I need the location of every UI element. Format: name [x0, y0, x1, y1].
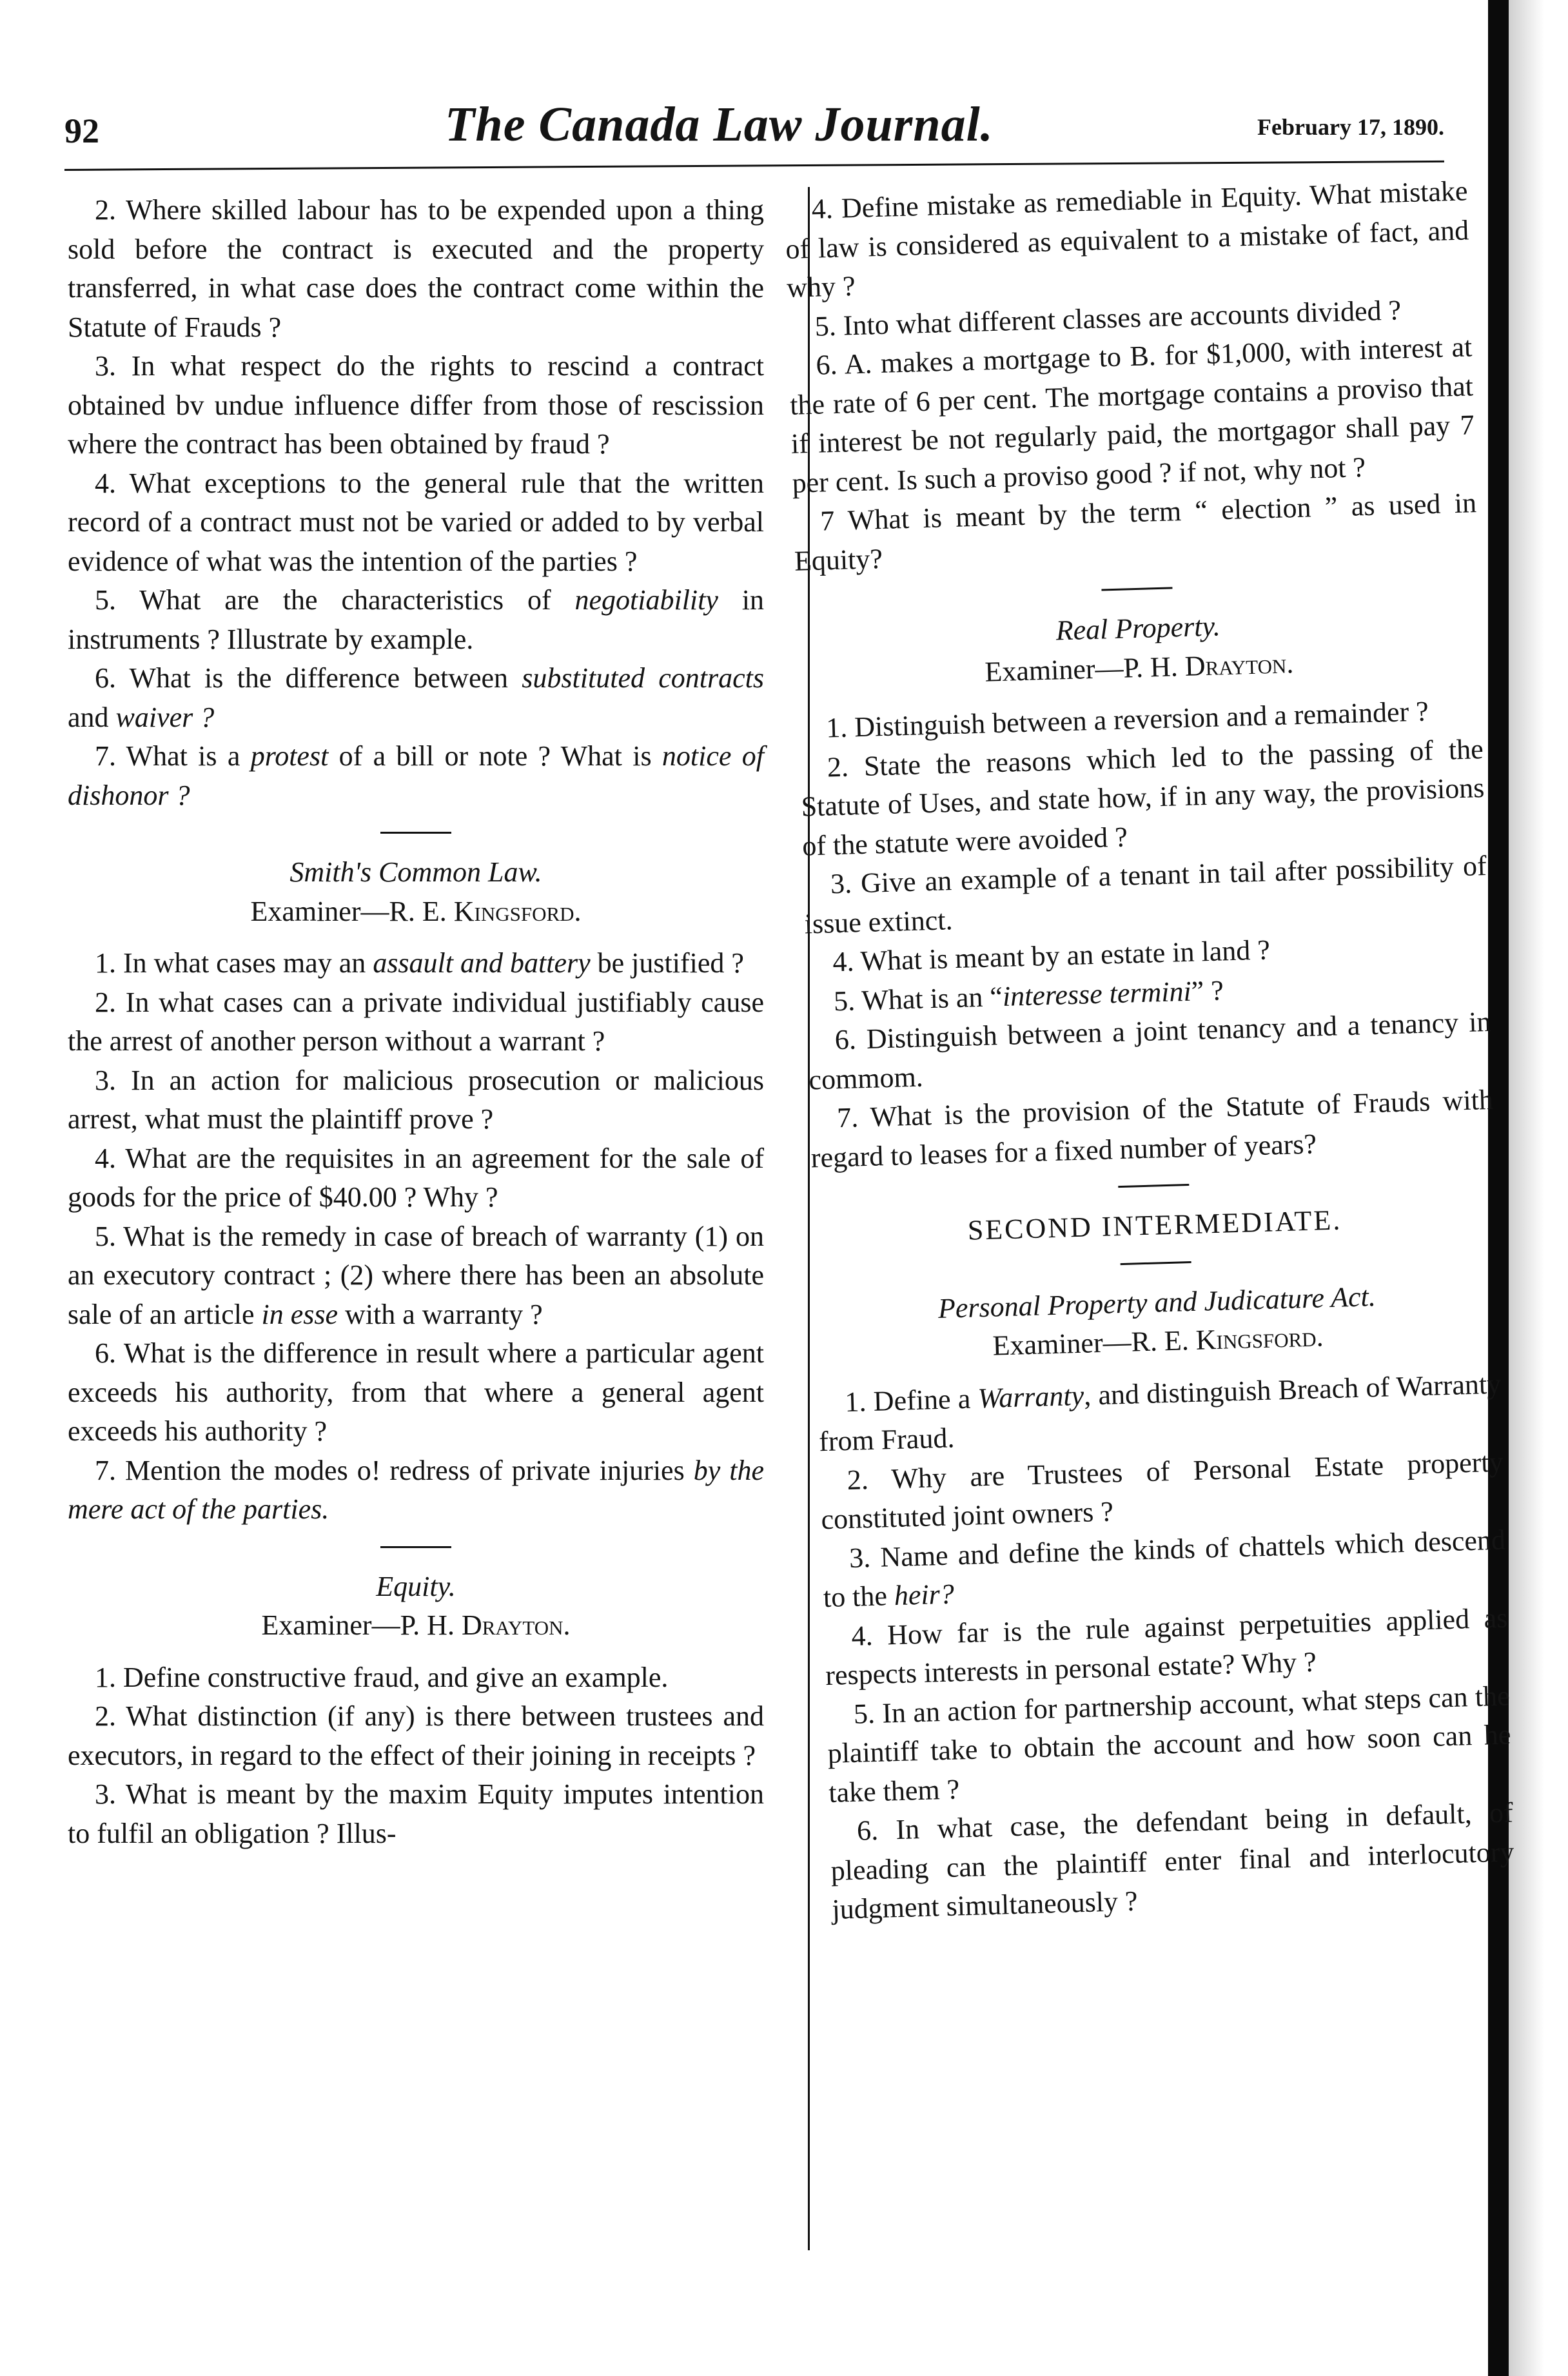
section-divider: [380, 832, 451, 834]
question-item: 7. What is the provision of the Statute of Frauds with regard to leases for a fixed number of years?: [810, 1083, 1494, 1173]
right-column: [784, 172, 1516, 1929]
question-item: 2. In what cases can a private individual justifiably cause the arrest of another person without a warrant ?: [68, 986, 764, 1057]
section-divider: [1118, 1184, 1189, 1188]
question-item: 5. What are the characteristics of negotiability in instruments ? Illustrate by example.: [68, 584, 764, 655]
question-item: 4. How far is the rule against perpetuities applied as respects interests in personal estate? Why ?: [825, 1602, 1508, 1692]
question-item: 6. A. makes a mortgage to B. for $1,000, with interest at the rate of 6 per cent. The mortgage contains a proviso that if interest be not regularly paid, the mortgagor shall pay 7 per cent. Is such a proviso good ? if not, why not ?: [789, 331, 1475, 499]
question-item: 5. What is an “interesse termini” ?: [833, 974, 1224, 1017]
section-title: Real Property.: [1055, 610, 1221, 647]
left-column: [68, 191, 764, 1853]
page-number: 92: [64, 112, 99, 150]
question-item: 5. In an action for partnership account, what steps can the plaintiff take to obtain the account and how soon can he take them ?: [827, 1679, 1511, 1809]
examiner-line: Examiner—R. E. Kingsford.: [250, 895, 582, 927]
question-item: 7. Mention the modes o! redress of private injuries by the mere act of the parties.: [68, 1454, 764, 1525]
question-item: 6. Distinguish between a joint tenancy and a tenancy in commom.: [808, 1005, 1492, 1095]
question-item: 3. Give an example of a tenant in tail after possibility of issue extinct.: [804, 849, 1487, 940]
question-item: 5. What is the remedy in case of breach of warranty (1) on an executory contract ; (2) where there has been an absolute sale of an article in esse with a warranty ?: [68, 1220, 764, 1330]
question-item: 6. In what case, the defendant being in default, of pleading can the plaintiff enter final and interlocutory judgment simultaneously ?: [830, 1796, 1515, 1925]
question-item: 3. In an action for malicious prosecution or malicious arrest, what must the plaintiff prove ?: [68, 1064, 764, 1135]
section-divider: [1121, 1261, 1191, 1265]
question-item: 4. Define mistake as remediable in Equity. What mistake of law is considered as equivalent to a mistake of fact, and why ?: [785, 175, 1469, 304]
question-item: 7 What is meant by the term “ election ” as used in Equity?: [794, 487, 1477, 577]
scan-margin: [1509, 0, 1568, 2376]
question-item: 1. Distinguish between a reversion and a remainder ?: [825, 695, 1429, 744]
question-item: 6. What is the difference between substituted contracts and waiver ?: [68, 662, 764, 733]
page-header: [64, 90, 1444, 161]
question-item: 1. In what cases may an assault and battery be justified ?: [95, 947, 744, 979]
question-item: 6. What is the difference in result where a particular agent exceeds his authority, from that where a general agent exceeds his authority ?: [68, 1337, 764, 1447]
major-heading: SECOND INTERMEDIATE.: [967, 1204, 1342, 1246]
question-item: 7. What is a protest of a bill or note ? What is notice of dishonor ?: [68, 740, 764, 811]
question-item: 3. What is meant by the maxim Equity imputes intention to fulfil an obligation ? Illus-: [68, 1778, 764, 1849]
issue-date: February 17, 1890.: [1257, 114, 1444, 140]
question-item: 5. Into what different classes are accounts divided ?: [814, 293, 1402, 342]
examiner-line: Examiner—R. E. Kingsford.: [992, 1321, 1324, 1362]
question-item: 3. In what respect do the rights to rescind a contract obtained bv undue influence differ from those of rescission where the contract has been obtained by fraud ?: [68, 350, 764, 460]
question-item: 3. Name and define the kinds of chattels which descend to the heir?: [823, 1524, 1506, 1614]
question-item: 2. Why are Trustees of Personal Estate property constituted joint owners ?: [820, 1446, 1504, 1536]
section-divider: [380, 1546, 451, 1548]
question-item: 2. State the reasons which led to the passing of the Statute of Uses, and state how, if in any way, the provisions of the statute were avoided ?: [800, 732, 1485, 862]
question-item: 4. What is meant by an estate in land ?: [832, 934, 1271, 978]
section-title: Personal Property and Judicature Act.: [937, 1280, 1377, 1324]
question-item: 2. What distinction (if any) is there between trustees and executors, in regard to the effect of their joining in receipts ?: [68, 1700, 764, 1771]
examiner-line: Examiner—P. H. Drayton.: [984, 647, 1294, 688]
section-divider: [1101, 587, 1172, 591]
question-item: 1. Define a Warranty, and distinguish Breach of Warranty from Fraud.: [818, 1368, 1502, 1458]
section-title: Smith's Common Law.: [289, 856, 542, 888]
question-item: 2. Where skilled labour has to be expended upon a thing sold before the contract is executed and the property transferred, in what case does the contract come within the Statute of Frauds ?: [68, 194, 764, 343]
question-item: 1. Define constructive fraud, and give an example.: [95, 1661, 669, 1693]
question-item: 4. What are the requisites in an agreement for the sale of goods for the price of $40.00 ? Why ?: [68, 1142, 764, 1213]
examiner-line: Examiner—P. H. Drayton.: [261, 1609, 571, 1641]
header-rule: [64, 161, 1444, 171]
question-item: 4. What exceptions to the general rule that the written record of a contract must not be varied or added to by verbal evidence of what was the intention of the parties ?: [68, 467, 764, 577]
section-title: Equity.: [376, 1570, 456, 1602]
journal-title: The Canada Law Journal.: [445, 97, 994, 152]
